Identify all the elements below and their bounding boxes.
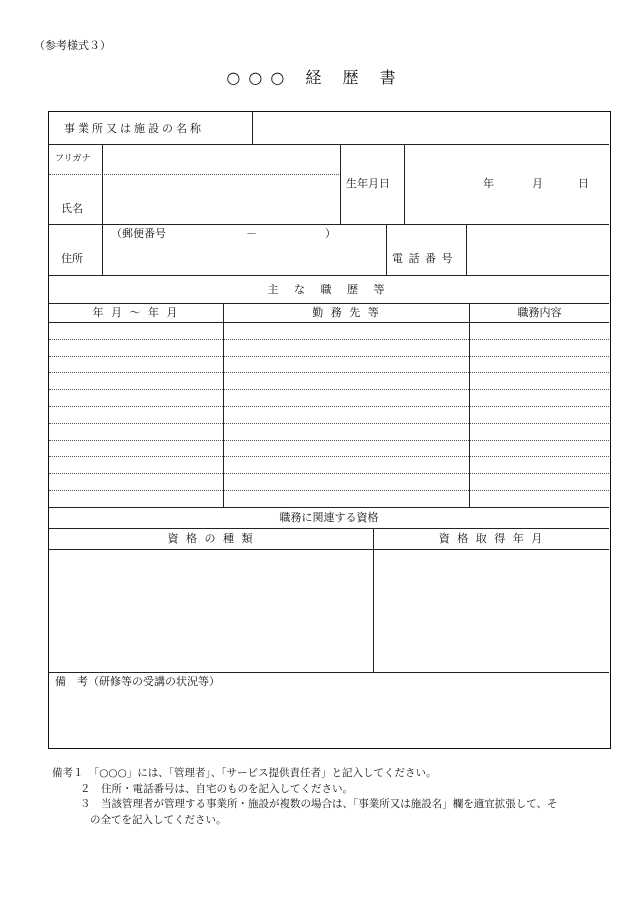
address-label: 住所 <box>61 252 83 265</box>
postal-code-dash: － <box>246 227 257 240</box>
divider <box>49 507 609 508</box>
table-row <box>49 423 609 440</box>
remarks-label: 備 考（研修等の受講の状況等） <box>55 675 220 688</box>
birth-day-label: 日 <box>578 177 589 190</box>
divider <box>49 672 609 673</box>
phone-field[interactable] <box>469 227 607 273</box>
dotted-divider <box>49 174 339 175</box>
note-2: ２ 住所・電話番号は、自宅のものを記入してください。 <box>80 783 353 795</box>
divider <box>102 144 103 224</box>
postal-code-close: ） <box>325 227 336 240</box>
facility-name-field[interactable] <box>255 115 605 141</box>
divider <box>466 224 467 275</box>
divider <box>49 224 609 225</box>
birthdate-field[interactable] <box>407 147 607 221</box>
resume-form <box>48 111 611 749</box>
name-label: 氏名 <box>61 202 83 215</box>
divider <box>252 112 253 144</box>
facility-name-label: 事業所又は施設の名称 <box>64 122 204 135</box>
qualification-date-header: 資 格 取 得 年 月 <box>438 532 545 545</box>
birthdate-label: 生年月日 <box>346 177 390 190</box>
form-reference-number: （参考様式３） <box>34 39 111 52</box>
career-duties-header: 職務内容 <box>517 306 562 319</box>
note-1: 備考１ 「○○○」には、「管理者」、「サービス提供責任者」と記入してください。 <box>52 767 437 779</box>
table-row <box>49 322 609 339</box>
page-title: ○○○ 経 歴 書 <box>226 68 404 87</box>
divider <box>49 528 609 529</box>
table-row <box>49 440 609 457</box>
name-field[interactable] <box>105 177 337 221</box>
divider <box>373 528 374 672</box>
divider <box>49 303 609 304</box>
divider <box>404 144 405 224</box>
address-field[interactable] <box>105 243 383 273</box>
divider <box>469 303 470 507</box>
note-3: ３ 当該管理者が管理する事業所・施設が複数の場合は、「事業所又は施設名」欄を適宜拡張して、そ <box>80 798 558 810</box>
divider <box>340 144 341 224</box>
career-workplace-header: 勤 務 先 等 <box>312 306 381 319</box>
remarks-field[interactable] <box>51 692 607 744</box>
furigana-field[interactable] <box>105 147 337 171</box>
divider <box>49 144 609 145</box>
divider <box>49 275 609 276</box>
career-period-header: 年 月 ～ 年 月 <box>92 306 180 319</box>
phone-label: 電 話 番 号 <box>392 252 454 265</box>
qualification-type-header: 資 格 の 種 類 <box>167 532 255 545</box>
birth-month-label: 月 <box>532 177 543 190</box>
postal-code-label: （郵便番号 <box>111 227 166 240</box>
table-row <box>49 473 609 490</box>
divider <box>223 303 224 507</box>
qualification-type-field[interactable] <box>51 552 371 670</box>
divider <box>49 549 609 550</box>
qualification-date-field[interactable] <box>376 552 607 670</box>
table-row <box>49 356 609 373</box>
table-row <box>49 406 609 423</box>
divider <box>386 224 387 275</box>
qualification-section-title: 職務に関連する資格 <box>279 511 379 524</box>
furigana-label: フリガナ <box>55 154 91 164</box>
table-row <box>49 372 609 389</box>
table-row <box>49 339 609 356</box>
table-row <box>49 490 609 507</box>
table-row <box>49 389 609 406</box>
career-section-title: 主 な 職 歴 等 <box>267 283 391 296</box>
table-row <box>49 456 609 473</box>
divider <box>102 224 103 275</box>
note-3-continued: の全てを記入してください。 <box>90 814 227 826</box>
birth-year-label: 年 <box>483 177 494 190</box>
